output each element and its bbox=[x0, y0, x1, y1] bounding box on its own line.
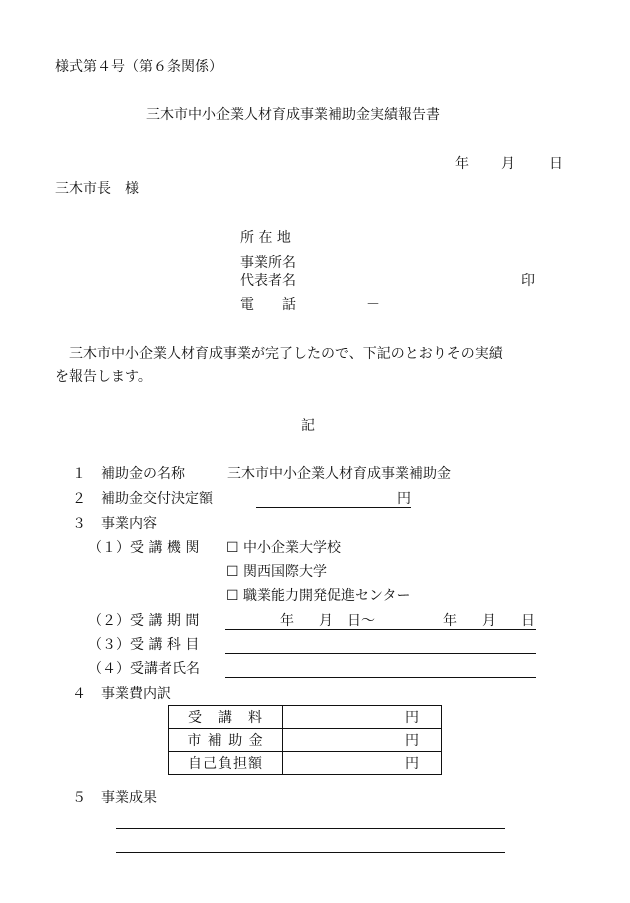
training-period-label: （２）受 講 期 間 bbox=[88, 613, 200, 629]
item-2-number: ２ bbox=[72, 491, 86, 507]
cost-row-value: 円 bbox=[283, 752, 442, 775]
date-month: 月 bbox=[501, 156, 515, 172]
trainee-name-label: （４）受講者氏名 bbox=[88, 661, 200, 677]
office-name-label: 事業所名 bbox=[240, 255, 296, 271]
cost-row-label: 受 講 料 bbox=[169, 706, 283, 729]
seal-mark: 印 bbox=[521, 273, 535, 289]
school-option-2[interactable]: ☐ 関西国際大学 bbox=[226, 564, 328, 580]
table-row bbox=[169, 752, 442, 775]
cost-row-value: 円 bbox=[283, 706, 442, 729]
form-number: 様式第４号（第６条関係） bbox=[55, 59, 223, 75]
training-period-field bbox=[225, 629, 536, 630]
subsidy-amount-field bbox=[256, 507, 411, 508]
phone-label: 電 話 bbox=[240, 297, 296, 313]
subsidy-name-label: 補助金の名称 bbox=[101, 466, 185, 482]
school-option-3[interactable]: ☐ 職業能力開発促進センター bbox=[226, 588, 411, 604]
ki-heading: 記 bbox=[301, 418, 315, 434]
subsidy-name-value: 三木市中小企業人材育成事業補助金 bbox=[227, 466, 451, 482]
date-day: 日 bbox=[549, 156, 563, 172]
school-option-1[interactable]: ☐ 中小企業大学校 bbox=[226, 540, 342, 556]
period-month-2: 月 bbox=[482, 613, 496, 629]
cost-breakdown-table bbox=[168, 705, 442, 775]
subsidy-amount-yen: 円 bbox=[397, 491, 411, 507]
item-5-number: ５ bbox=[72, 790, 86, 806]
training-subject-label: （３）受 講 科 目 bbox=[88, 637, 200, 653]
body-line-2: を報告します。 bbox=[55, 369, 152, 385]
phone-dash: － bbox=[366, 297, 380, 313]
period-month-1: 月 bbox=[319, 613, 333, 629]
cost-row-label: 自己負担額 bbox=[169, 752, 283, 775]
training-subject-field bbox=[225, 653, 536, 654]
business-results-label: 事業成果 bbox=[101, 790, 157, 806]
business-content-label: 事業内容 bbox=[101, 516, 157, 532]
item-3-number: ３ bbox=[72, 516, 86, 532]
item-1-number: １ bbox=[72, 466, 86, 482]
cost-row-value: 円 bbox=[283, 729, 442, 752]
representative-label: 代表者名 bbox=[240, 273, 296, 289]
cost-row-label: 市 補 助 金 bbox=[169, 729, 283, 752]
table-row bbox=[169, 729, 442, 752]
item-4-number: ４ bbox=[72, 686, 86, 702]
results-line-1 bbox=[116, 828, 505, 829]
subsidy-amount-label: 補助金交付決定額 bbox=[101, 491, 213, 507]
results-line-2 bbox=[116, 852, 505, 853]
training-institution-label: （１）受 講 機 関 bbox=[88, 540, 200, 556]
body-line-1: 三木市中小企業人材育成事業が完了したので、下記のとおりその実績 bbox=[69, 346, 503, 362]
table-row bbox=[169, 706, 442, 729]
location-label: 所 在 地 bbox=[240, 230, 291, 246]
document-title: 三木市中小企業人材育成事業補助金実績報告書 bbox=[146, 107, 440, 123]
cost-breakdown-label: 事業費内訳 bbox=[101, 686, 171, 702]
period-day-1: 日～ bbox=[347, 613, 375, 629]
period-year-1: 年 bbox=[280, 613, 294, 629]
date-year: 年 bbox=[455, 156, 469, 172]
trainee-name-field bbox=[225, 677, 536, 678]
period-year-2: 年 bbox=[443, 613, 457, 629]
period-day-2: 日 bbox=[521, 613, 535, 629]
addressee: 三木市長 様 bbox=[55, 181, 139, 197]
